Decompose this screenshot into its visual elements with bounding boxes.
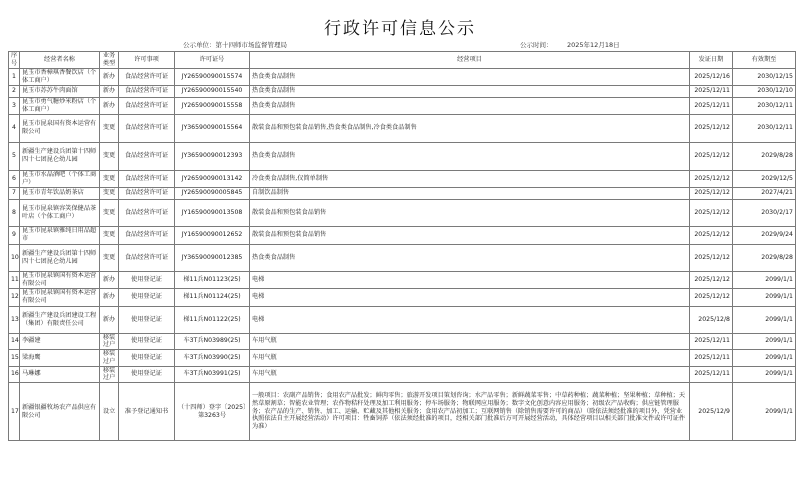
business-scope: 车用气瓶	[250, 366, 690, 383]
header-cell: 经营者名称	[20, 52, 100, 69]
expiry-date: 2099/1/1	[733, 288, 796, 306]
table-row	[9, 366, 796, 383]
header-cell: 许可事项	[119, 52, 175, 69]
permit-item: 食品经营许可证	[119, 114, 175, 142]
publisher-label: 公示单位：第十四师市场监督管理局	[183, 41, 287, 49]
business-scope: 电梯	[250, 306, 690, 333]
issue-date: 2025/12/12	[690, 170, 733, 187]
table-row	[9, 187, 796, 199]
expiry-date: 2029/8/28	[733, 142, 796, 170]
license-number: JY26590090015574	[175, 68, 250, 85]
row-number: 8	[9, 199, 20, 226]
issue-date: 2025/12/11	[690, 333, 733, 350]
business-scope: 电梯	[250, 288, 690, 306]
operator-name: 李疆建	[20, 333, 100, 350]
issue-date: 2025/12/16	[690, 68, 733, 85]
business-scope: 电梯	[250, 271, 690, 288]
license-number: JY36590090012393	[175, 142, 250, 170]
row-number: 12	[9, 288, 20, 306]
issue-date: 2025/12/9	[690, 383, 733, 441]
permit-item: 食品经营许可证	[119, 226, 175, 244]
operator-name: 昆玉市青年饮品奶茶店	[20, 187, 100, 199]
table-row	[9, 114, 796, 142]
operator-name: 昆玉市勇气糖炒米粉店（个体工商户）	[20, 97, 100, 114]
business-type: 变更	[100, 142, 119, 170]
issue-date: 2025/12/12	[690, 142, 733, 170]
expiry-date: 2099/1/1	[733, 366, 796, 383]
business-scope: 热食类食品制售	[250, 142, 690, 170]
expiry-date: 2030/12/11	[733, 114, 796, 142]
business-type: 变更	[100, 226, 119, 244]
table-row	[9, 226, 796, 244]
operator-name: 梁海鹰	[20, 350, 100, 367]
permit-item: 食品经营许可证	[119, 244, 175, 271]
expiry-date: 2030/12/11	[733, 97, 796, 114]
header-cell: 许可证号	[175, 52, 250, 69]
permit-item: 使用登记证	[119, 333, 175, 350]
operator-name: 马琳娜	[20, 366, 100, 383]
business-type: 新办	[100, 85, 119, 97]
operator-name: 昆玉市水晶酒吧（个体工商户）	[20, 170, 100, 187]
header-cell: 业务类型	[100, 52, 119, 69]
issue-date: 2025/12/8	[690, 306, 733, 333]
license-number: JY26590090013142	[175, 170, 250, 187]
business-scope: 热食类食品制售	[250, 244, 690, 271]
row-number: 16	[9, 366, 20, 383]
operator-name: 昆玉市香樟琪香餐饮店（个体工商户）	[20, 68, 100, 85]
permit-item: 使用登记证	[119, 366, 175, 383]
business-scope: 散装食品和预包装食品销售	[250, 226, 690, 244]
issue-date: 2025/12/12	[690, 244, 733, 271]
permit-item: 使用登记证	[119, 288, 175, 306]
business-scope: 冷食类食品制售,仅简单制售	[250, 170, 690, 187]
table-header-row	[9, 52, 796, 69]
business-type: 新办	[100, 306, 119, 333]
business-scope: 一般项目：农副产品销售；食用农产品批发；鲜肉零售；旅游开发项目策划咨询；水产品零售；新鲜蔬菜零售；中草药种植；蔬菜种植；坚果种植；草种植；天然草原割草；智能农业管理；农作物秸秆处理及加工利用服务；停车场服务；物联网应用服务；数字文化创意内容应用服务；初级农产品收购；供应链管理服务；农产品的生产、销售、加工、运输、贮藏及其他相关服务；食用农产品初加工；互联网销售（除销售需要许可的商品）（除依法须经批准的项目外，凭营业执照依法自主开展经营活动）许可项目：牲畜饲养（依法须经批准的项目，经相关部门批准后方可开展经营活动，具体经营项目以相关部门批准文件或许可证件为准）	[250, 383, 690, 441]
row-number: 11	[9, 271, 20, 288]
operator-name: 昆玉市昆泉镇国有资本运营有限公司	[20, 271, 100, 288]
expiry-date: 2030/12/15	[733, 68, 796, 85]
license-number: JY36590090015564	[175, 114, 250, 142]
expiry-date: 2099/1/1	[733, 383, 796, 441]
expiry-date: 2099/1/1	[733, 350, 796, 367]
issue-date: 2025/12/12	[690, 288, 733, 306]
license-number: JY16590090012652	[175, 226, 250, 244]
row-number: 5	[9, 142, 20, 170]
table-row	[9, 244, 796, 271]
permit-item: 食品经营许可证	[119, 170, 175, 187]
business-scope: 热食类食品制售	[250, 97, 690, 114]
license-number: JY36590090012385	[175, 244, 250, 271]
business-scope: 自制饮品制售	[250, 187, 690, 199]
business-type: 新办	[100, 97, 119, 114]
business-type: 移装过户	[100, 333, 119, 350]
operator-name: 新疆银疆牧场农产品供应有限公司	[20, 383, 100, 441]
permit-item: 食品经营许可证	[119, 187, 175, 199]
business-type: 变更	[100, 199, 119, 226]
license-number: JY26590090015540	[175, 85, 250, 97]
operator-name: 昆玉市昆泉镇雅纯日用品超市	[20, 226, 100, 244]
permit-item: 使用登记证	[119, 271, 175, 288]
operator-name: 昆玉市苏苏牛肉面馆	[20, 85, 100, 97]
operator-name: 新疆生产建设兵团第十四师四十七团昆仑幼儿园	[20, 142, 100, 170]
permit-item: 准予登记通知书	[119, 383, 175, 441]
table-row	[9, 350, 796, 367]
permit-item: 食品经营许可证	[119, 85, 175, 97]
row-number: 17	[9, 383, 20, 441]
expiry-date: 2029/8/28	[733, 244, 796, 271]
operator-name: 新疆生产建设兵团第十四师四十七团昆仑幼儿园	[20, 244, 100, 271]
license-number: 梯11兵N01122(25)	[175, 306, 250, 333]
business-scope: 散装食品和预包装食品销售,热食类食品制售,冷食类食品制售	[250, 114, 690, 142]
business-type: 移装过户	[100, 350, 119, 367]
business-scope: 散装食品和预包装食品销售	[250, 199, 690, 226]
row-number: 14	[9, 333, 20, 350]
license-number: 梯11兵N01124(25)	[175, 288, 250, 306]
license-number: 梯11兵N01123(25)	[175, 271, 250, 288]
header-cell: 序号	[9, 52, 20, 69]
license-number: JY26590090005845	[175, 187, 250, 199]
table-row	[9, 271, 796, 288]
operator-name: 昆玉市昆泉镇容笑保健品茶叶店（个体工商户）	[20, 199, 100, 226]
row-number: 7	[9, 187, 20, 199]
row-number: 1	[9, 68, 20, 85]
date-value: 2025年12月18日	[567, 41, 620, 49]
expiry-date: 2030/12/10	[733, 85, 796, 97]
table-row	[9, 288, 796, 306]
expiry-date: 2027/4/21	[733, 187, 796, 199]
business-type: 设立	[100, 383, 119, 441]
business-type: 变更	[100, 187, 119, 199]
permit-item: 食品经营许可证	[119, 97, 175, 114]
issue-date: 2025/12/12	[690, 114, 733, 142]
expiry-date: 2029/9/24	[733, 226, 796, 244]
issue-date: 2025/12/12	[690, 187, 733, 199]
row-number: 13	[9, 306, 20, 333]
table-row	[9, 68, 796, 85]
issue-date: 2025/12/12	[690, 226, 733, 244]
permit-item: 食品经营许可证	[119, 142, 175, 170]
expiry-date: 2029/12/5	[733, 170, 796, 187]
expiry-date: 2099/1/1	[733, 333, 796, 350]
license-number: 车3T兵N03990(25)	[175, 350, 250, 367]
license-number: JY26590090015558	[175, 97, 250, 114]
permit-item: 使用登记证	[119, 306, 175, 333]
table-row	[9, 199, 796, 226]
business-type: 变更	[100, 114, 119, 142]
permit-item: 使用登记证	[119, 350, 175, 367]
row-number: 6	[9, 170, 20, 187]
business-scope: 热食类食品制售	[250, 68, 690, 85]
business-type: 新办	[100, 271, 119, 288]
business-type: 变更	[100, 244, 119, 271]
table-row	[9, 142, 796, 170]
business-scope: 车用气瓶	[250, 333, 690, 350]
business-type: 变更	[100, 170, 119, 187]
issue-date: 2025/12/12	[690, 271, 733, 288]
table-row	[9, 97, 796, 114]
issue-date: 2025/12/11	[690, 350, 733, 367]
table-row	[9, 333, 796, 350]
permit-table	[8, 51, 796, 441]
page-title: 行政许可信息公示	[324, 19, 476, 39]
row-number: 4	[9, 114, 20, 142]
issue-date: 2025/12/11	[690, 85, 733, 97]
row-number: 10	[9, 244, 20, 271]
header-cell: 经营项目	[250, 52, 690, 69]
expiry-date: 2030/2/17	[733, 199, 796, 226]
table-row	[9, 170, 796, 187]
row-number: 9	[9, 226, 20, 244]
license-number: 车3T兵N03989(25)	[175, 333, 250, 350]
row-number: 2	[9, 85, 20, 97]
business-type: 移装过户	[100, 366, 119, 383]
issue-date: 2025/12/11	[690, 97, 733, 114]
permit-item: 食品经营许可证	[119, 199, 175, 226]
table-row	[9, 306, 796, 333]
permit-item: 食品经营许可证	[119, 68, 175, 85]
expiry-date: 2099/1/1	[733, 306, 796, 333]
header-cell: 有效期至	[733, 52, 796, 69]
issue-date: 2025/12/11	[690, 366, 733, 383]
business-scope: 热食类食品制售	[250, 85, 690, 97]
expiry-date: 2099/1/1	[733, 271, 796, 288]
table-row	[9, 383, 796, 441]
operator-name: 昆玉市昆泉国有资本运营有限公司	[20, 114, 100, 142]
license-number: JY16590090013508	[175, 199, 250, 226]
business-type: 新办	[100, 288, 119, 306]
business-type: 新办	[100, 68, 119, 85]
header-cell: 发证日期	[690, 52, 733, 69]
date-label: 公示时间：	[520, 41, 553, 49]
row-number: 3	[9, 97, 20, 114]
issue-date: 2025/12/12	[690, 199, 733, 226]
row-number: 15	[9, 350, 20, 367]
operator-name: 新疆生产建设兵团建设工程（集团）有限责任公司	[20, 306, 100, 333]
license-number: （十四师）登字〔2025〕第3263号	[175, 383, 250, 441]
business-scope: 车用气瓶	[250, 350, 690, 367]
table-row	[9, 85, 796, 97]
license-number: 车3T兵N03991(25)	[175, 366, 250, 383]
operator-name: 昆玉市昆泉镇国有资本运营有限公司	[20, 288, 100, 306]
